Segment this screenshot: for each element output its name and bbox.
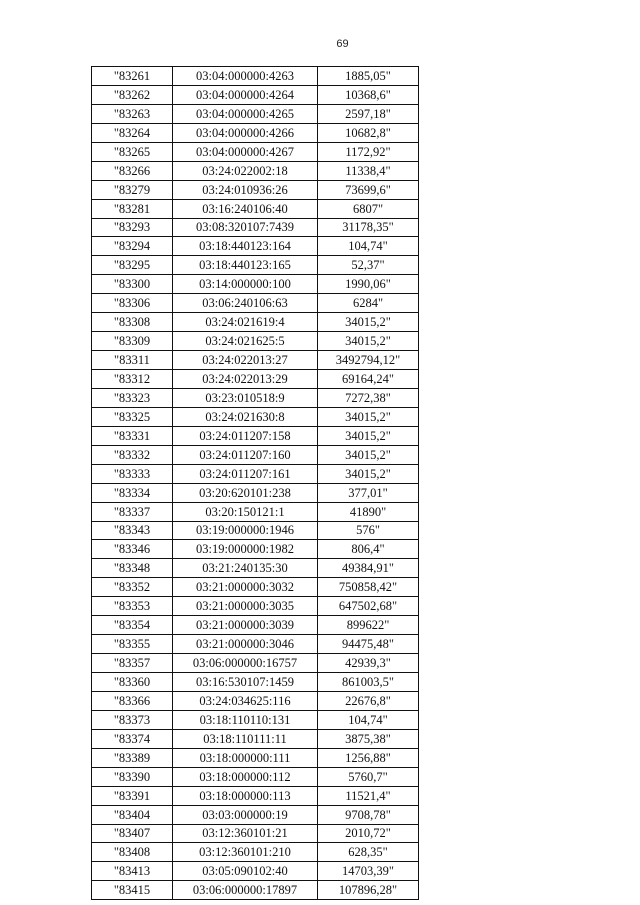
cadastral-number-cell: 03:04:000000:4266: [173, 123, 318, 142]
cadastral-number-cell: 03:21:000000:3046: [173, 635, 318, 654]
table-row: [92, 388, 419, 407]
cadastral-number-cell: 03:21:000000:3039: [173, 616, 318, 635]
value-cell: 3875,38": [318, 729, 419, 748]
value-cell: 899622": [318, 616, 419, 635]
value-cell: 7272,38": [318, 388, 419, 407]
row-id-cell: "83415: [92, 881, 173, 900]
row-id-cell: "83266: [92, 161, 173, 180]
table-row: [92, 332, 419, 351]
value-cell: 34015,2": [318, 426, 419, 445]
cadastral-number-cell: 03:24:022013:29: [173, 370, 318, 389]
row-id-cell: "83346: [92, 540, 173, 559]
table-row: [92, 294, 419, 313]
cadastral-number-cell: 03:24:021619:4: [173, 313, 318, 332]
cadastral-number-cell: 03:20:620101:238: [173, 483, 318, 502]
row-id-cell: "83263: [92, 104, 173, 123]
row-id-cell: "83353: [92, 597, 173, 616]
value-cell: 9708,78": [318, 805, 419, 824]
table-row: [92, 123, 419, 142]
row-id-cell: "83389: [92, 748, 173, 767]
value-cell: 576": [318, 521, 419, 540]
table-row: [92, 616, 419, 635]
value-cell: 6284": [318, 294, 419, 313]
value-cell: 6807": [318, 199, 419, 218]
value-cell: 11521,4": [318, 786, 419, 805]
row-id-cell: "83332: [92, 445, 173, 464]
cadastral-number-cell: 03:05:090102:40: [173, 862, 318, 881]
row-id-cell: "83325: [92, 407, 173, 426]
value-cell: 34015,2": [318, 332, 419, 351]
value-cell: 52,37": [318, 256, 419, 275]
cadastral-number-cell: 03:04:000000:4264: [173, 85, 318, 104]
cadastral-number-cell: 03:19:000000:1946: [173, 521, 318, 540]
row-id-cell: "83308: [92, 313, 173, 332]
cadastral-number-cell: 03:18:110110:131: [173, 710, 318, 729]
cadastral-number-cell: 03:12:360101:210: [173, 843, 318, 862]
row-id-cell: "83374: [92, 729, 173, 748]
value-cell: 377,01": [318, 483, 419, 502]
row-id-cell: "83281: [92, 199, 173, 218]
row-id-cell: "83407: [92, 824, 173, 843]
cadastral-number-cell: 03:21:000000:3032: [173, 578, 318, 597]
row-id-cell: "83354: [92, 616, 173, 635]
row-id-cell: "83360: [92, 673, 173, 692]
row-id-cell: "83357: [92, 654, 173, 673]
value-cell: 31178,35": [318, 218, 419, 237]
value-cell: 628,35": [318, 843, 419, 862]
table-row: [92, 654, 419, 673]
table-row: [92, 862, 419, 881]
cadastral-number-cell: 03:24:011207:161: [173, 464, 318, 483]
row-id-cell: "83293: [92, 218, 173, 237]
cadastral-number-cell: 03:24:011207:160: [173, 445, 318, 464]
table-row: [92, 256, 419, 275]
cadastral-number-cell: 03:14:000000:100: [173, 275, 318, 294]
cadastral-number-cell: 03:18:000000:112: [173, 767, 318, 786]
value-cell: 34015,2": [318, 445, 419, 464]
table-row: [92, 691, 419, 710]
table-row: [92, 540, 419, 559]
table-row: [92, 351, 419, 370]
row-id-cell: "83343: [92, 521, 173, 540]
cadastral-number-cell: 03:23:010518:9: [173, 388, 318, 407]
table-row: [92, 673, 419, 692]
row-id-cell: "83309: [92, 332, 173, 351]
cadastral-number-cell: 03:24:010936:26: [173, 180, 318, 199]
table-row: [92, 748, 419, 767]
table-row: [92, 881, 419, 900]
table-row: [92, 67, 419, 86]
row-id-cell: "83306: [92, 294, 173, 313]
cadastral-number-cell: 03:18:000000:111: [173, 748, 318, 767]
value-cell: 10682,8": [318, 123, 419, 142]
value-cell: 22676,8": [318, 691, 419, 710]
cadastral-number-cell: 03:18:110111:11: [173, 729, 318, 748]
row-id-cell: "83265: [92, 142, 173, 161]
value-cell: 1885,05": [318, 67, 419, 86]
cadastral-number-cell: 03:12:360101:21: [173, 824, 318, 843]
value-cell: 94475,48": [318, 635, 419, 654]
value-cell: 806,4": [318, 540, 419, 559]
cadastral-number-cell: 03:04:000000:4263: [173, 67, 318, 86]
table-row: [92, 85, 419, 104]
table-row: [92, 635, 419, 654]
cadastral-number-cell: 03:18:440123:165: [173, 256, 318, 275]
value-cell: 647502,68": [318, 597, 419, 616]
value-cell: 49384,91": [318, 559, 419, 578]
table-row: [92, 786, 419, 805]
table-body: [92, 67, 419, 900]
value-cell: 34015,2": [318, 407, 419, 426]
row-id-cell: "83300: [92, 275, 173, 294]
value-cell: 107896,28": [318, 881, 419, 900]
row-id-cell: "83261: [92, 67, 173, 86]
table-row: [92, 464, 419, 483]
table-row: [92, 767, 419, 786]
row-id-cell: "83295: [92, 256, 173, 275]
cadastral-number-cell: 03:06:000000:17897: [173, 881, 318, 900]
cadastral-number-cell: 03:21:000000:3035: [173, 597, 318, 616]
table-row: [92, 142, 419, 161]
cadastral-number-cell: 03:06:000000:16757: [173, 654, 318, 673]
cadastral-number-cell: 03:24:034625:116: [173, 691, 318, 710]
row-id-cell: "83352: [92, 578, 173, 597]
cadastral-number-cell: 03:24:021630:8: [173, 407, 318, 426]
value-cell: 73699,6": [318, 180, 419, 199]
cadastral-number-cell: 03:08:320107:7439: [173, 218, 318, 237]
cadastral-number-cell: 03:03:000000:19: [173, 805, 318, 824]
cadastral-number-cell: 03:21:240135:30: [173, 559, 318, 578]
table-row: [92, 161, 419, 180]
cadastral-number-cell: 03:24:022002:18: [173, 161, 318, 180]
row-id-cell: "83334: [92, 483, 173, 502]
value-cell: 11338,4": [318, 161, 419, 180]
row-id-cell: "83408: [92, 843, 173, 862]
table-row: [92, 199, 419, 218]
value-cell: 3492794,12": [318, 351, 419, 370]
value-cell: 42939,3": [318, 654, 419, 673]
row-id-cell: "83312: [92, 370, 173, 389]
cadastral-number-cell: 03:24:021625:5: [173, 332, 318, 351]
row-id-cell: "83262: [92, 85, 173, 104]
value-cell: 41890": [318, 502, 419, 521]
row-id-cell: "83390: [92, 767, 173, 786]
table-row: [92, 597, 419, 616]
table-row: [92, 843, 419, 862]
table-row: [92, 218, 419, 237]
table-row: [92, 426, 419, 445]
cadastral-number-cell: 03:18:440123:164: [173, 237, 318, 256]
value-cell: 34015,2": [318, 464, 419, 483]
table-row: [92, 824, 419, 843]
table-row: [92, 104, 419, 123]
table-row: [92, 313, 419, 332]
table-row: [92, 407, 419, 426]
cadastral-number-cell: 03:19:000000:1982: [173, 540, 318, 559]
value-cell: 10368,6": [318, 85, 419, 104]
row-id-cell: "83264: [92, 123, 173, 142]
cadastral-number-cell: 03:06:240106:63: [173, 294, 318, 313]
row-id-cell: "83323: [92, 388, 173, 407]
value-cell: 1990,06": [318, 275, 419, 294]
row-id-cell: "83404: [92, 805, 173, 824]
cadastral-number-cell: 03:16:530107:1459: [173, 673, 318, 692]
data-table: [91, 66, 419, 900]
row-id-cell: "83373: [92, 710, 173, 729]
cadastral-number-cell: 03:24:022013:27: [173, 351, 318, 370]
table-row: [92, 521, 419, 540]
value-cell: 104,74": [318, 237, 419, 256]
row-id-cell: "83294: [92, 237, 173, 256]
table-row: [92, 237, 419, 256]
value-cell: 5760,7": [318, 767, 419, 786]
table-row: [92, 578, 419, 597]
table-row: [92, 180, 419, 199]
page-number: 69: [336, 38, 349, 50]
cadastral-number-cell: 03:04:000000:4267: [173, 142, 318, 161]
row-id-cell: "83333: [92, 464, 173, 483]
value-cell: 69164,24": [318, 370, 419, 389]
row-id-cell: "83279: [92, 180, 173, 199]
table-row: [92, 729, 419, 748]
value-cell: 750858,42": [318, 578, 419, 597]
cadastral-number-cell: 03:24:011207:158: [173, 426, 318, 445]
cadastral-number-cell: 03:18:000000:113: [173, 786, 318, 805]
value-cell: 2010,72": [318, 824, 419, 843]
value-cell: 34015,2": [318, 313, 419, 332]
table-row: [92, 483, 419, 502]
value-cell: 104,74": [318, 710, 419, 729]
row-id-cell: "83391: [92, 786, 173, 805]
value-cell: 14703,39": [318, 862, 419, 881]
row-id-cell: "83413: [92, 862, 173, 881]
table-row: [92, 710, 419, 729]
table-row: [92, 445, 419, 464]
value-cell: 1256,88": [318, 748, 419, 767]
row-id-cell: "83337: [92, 502, 173, 521]
table-row: [92, 370, 419, 389]
table-row: [92, 559, 419, 578]
row-id-cell: "83355: [92, 635, 173, 654]
cadastral-number-cell: 03:20:150121:1: [173, 502, 318, 521]
cadastral-number-cell: 03:16:240106:40: [173, 199, 318, 218]
row-id-cell: "83366: [92, 691, 173, 710]
value-cell: 2597,18": [318, 104, 419, 123]
row-id-cell: "83348: [92, 559, 173, 578]
value-cell: 1172,92": [318, 142, 419, 161]
cadastral-number-cell: 03:04:000000:4265: [173, 104, 318, 123]
row-id-cell: "83331: [92, 426, 173, 445]
row-id-cell: "83311: [92, 351, 173, 370]
table-row: [92, 275, 419, 294]
value-cell: 861003,5": [318, 673, 419, 692]
table-row: [92, 805, 419, 824]
table-row: [92, 502, 419, 521]
